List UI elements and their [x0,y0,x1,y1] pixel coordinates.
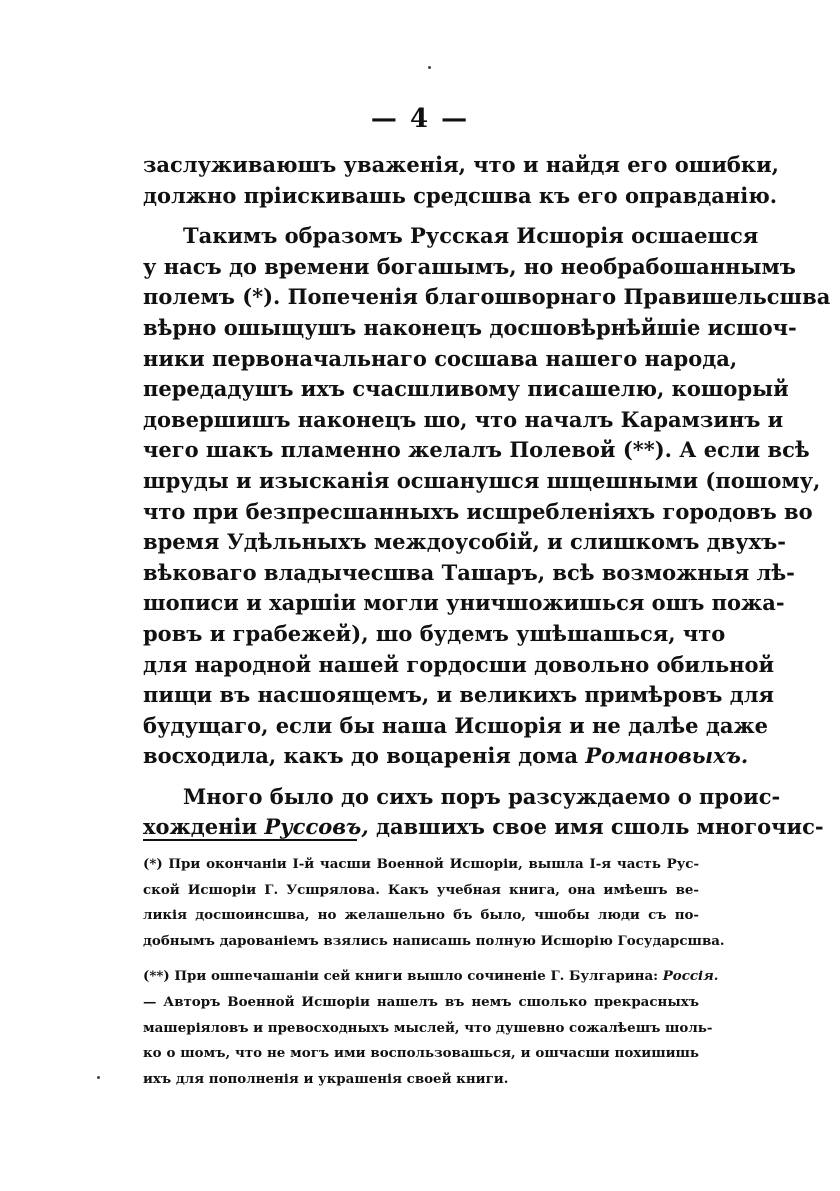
text-run: восходила, какъ до воцаренія дома [143,743,586,769]
paragraph-2 [143,221,831,772]
footnote-1 [143,852,725,954]
text-line: полемъ (*). Попеченія благошворнаго Правишельсшва [143,284,831,310]
footnote-line: (*) При окончаніи I-й часши Военной Исшоріи, вышла I-я часть Рус- [143,856,699,872]
scan-speck [428,66,431,69]
paragraph-3 [143,782,824,843]
text-line: довершишъ наконецъ шо, что началъ Карамзинъ и [143,406,784,432]
text-line: шруды и изысканія осшанушся шщешными (пошому, [143,467,821,493]
text-line [143,741,749,772]
text-run: давшихъ свое имя сшоль многочис- [368,814,824,840]
text-line: пищи въ насшоящемъ, и великихъ примѣровъ для [143,682,775,708]
text-line: вѣковаго владычесшва Ташаръ, всѣ возможныя лѣ- [143,559,795,585]
scan-speck [97,1076,100,1079]
footnote-separator [143,839,357,841]
text-line: ровъ и грабежей), шо будемъ ушѣшашься, что [143,620,726,646]
text-line: Такимъ образомъ Русская Исшорія осшаешся [183,223,759,249]
italic-name: Руссовъ, [264,814,369,840]
text-line: вѣрно ошыщушъ наконецъ досшовѣрнѣйшіе исшоч- [143,314,797,340]
text-line: шописи и харшіи могли уничшожишься ошъ пожа- [143,590,785,616]
footnote-line: ликія досшоинсшва, но желашельно бъ было, чшобы люди съ по- [143,907,699,924]
footnote-2 [143,964,719,1092]
italic-name: Романовыхъ. [585,743,749,769]
text-line: время Удѣльныхъ междоусобій, и слишкомъ двухъ- [143,529,786,555]
footnote-line: машеріяловъ и превосходныхъ мыслей, что душевно сожалѣешъ шоль- [143,1019,713,1036]
text-line: ники первоначальнаго сосшава нашего народа, [143,345,738,371]
footnote-line: — Авторъ Военной Исшоріи нашелъ въ немъ сшолько прекрасныхъ [143,993,699,1010]
text-line: что при безпресшанныхъ исшребленіяхъ городовъ во [143,498,813,524]
text-line: у насъ до времени богашымъ, но необрабошаннымъ [143,253,796,279]
text-run: (**) При ошпечашаніи сей книги вышло сочиненіе Г. Булгарина: [143,968,663,985]
text-line: должно пріискивашь средсшва къ его оправданію. [143,182,778,208]
text-line: чего шакъ пламенно желалъ Полевой (**). А если всѣ [143,437,810,463]
paragraph-1 [143,150,779,211]
page-number: — 4 — [370,104,470,134]
main-text [143,150,831,843]
text-line: для народной нашей гордосши довольно обильной [143,651,775,677]
italic-title: Россія. [662,968,719,985]
footnote-line: ихъ для пополненія и украшенія своей книги. [143,1070,509,1087]
footnotes [143,852,725,1092]
footnote-line: ко о шомъ, что не могъ ими воспользовашься, и ошчасши похишишь [143,1045,699,1062]
footnote-line: ской Исшоріи Г. Усшрялова. Какъ учебная книга, она имѣешъ ве- [143,881,699,898]
text-line: передадушъ ихъ счасшливому писашелю, кошорый [143,376,789,402]
footnote-line: добнымъ дарованіемъ взялись написашь полную Исшорію Государсшва. [143,932,725,949]
text-line: будущаго, если бы наша Исшорія и не далѣе даже [143,712,769,738]
text-run: хожденіи [143,814,265,840]
footnote-line [143,964,719,990]
text-line: Много было до сихъ поръ разсуждаемо о проис- [183,783,781,809]
text-line: заслуживаюшъ уваженія, что и найдя его ошибки, [143,152,779,177]
